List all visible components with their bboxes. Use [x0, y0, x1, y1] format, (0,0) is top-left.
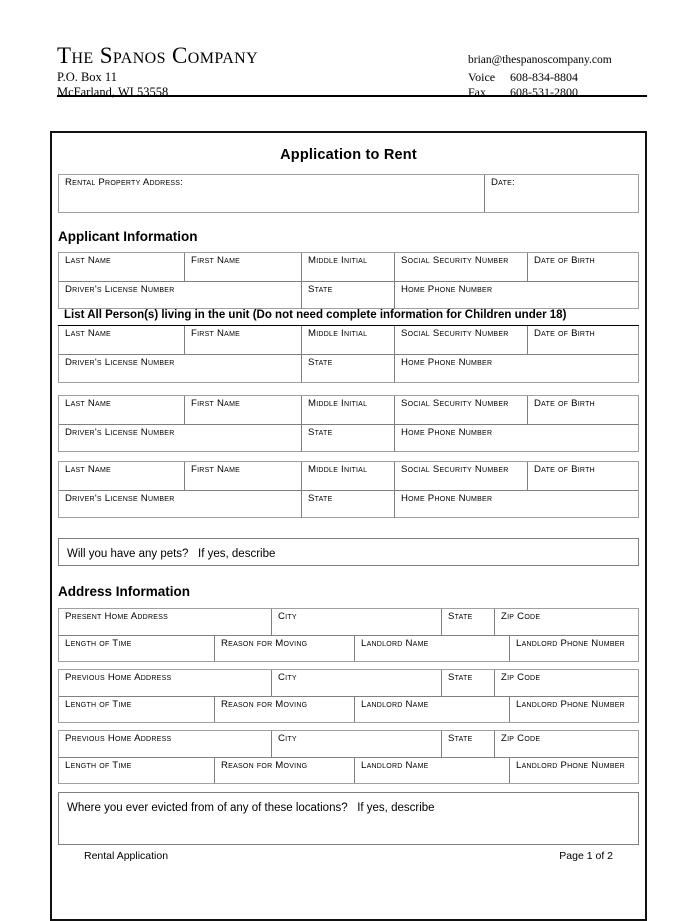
occupant-3-table: [58, 461, 639, 518]
state-field[interactable]: State: [441, 670, 494, 696]
last-name-field[interactable]: Last Name: [65, 328, 111, 339]
landlord-name-field[interactable]: Landlord Name: [354, 636, 509, 661]
reason-for-moving-field[interactable]: Reason for Moving: [214, 697, 354, 722]
social-security-number-field[interactable]: Social Security Number: [394, 326, 527, 354]
rental-property-table: [58, 174, 639, 213]
home-phone-number-field[interactable]: Home Phone Number: [394, 425, 638, 452]
rental-property-address-field[interactable]: Rental Property Address:: [65, 177, 184, 188]
first-name-field[interactable]: First Name: [184, 253, 301, 281]
home-phone-number-field[interactable]: Home Phone Number: [394, 282, 638, 309]
company-voice-row: [468, 71, 578, 83]
date-of-birth-field[interactable]: Date of Birth: [527, 253, 638, 281]
fax-label: Fax: [468, 85, 486, 99]
table-row: [59, 696, 638, 722]
city-field[interactable]: City: [271, 731, 441, 757]
last-name-field[interactable]: Last Name: [65, 255, 111, 266]
table-row: [59, 396, 638, 424]
date-of-birth-field[interactable]: Date of Birth: [527, 396, 638, 424]
date-field[interactable]: Date:: [484, 175, 638, 212]
first-name-field[interactable]: First Name: [184, 396, 301, 424]
company-address-line-1: P.O. Box 11: [57, 70, 117, 84]
occupant-2-table: [58, 395, 639, 452]
landlord-name-field[interactable]: Landlord Name: [354, 697, 509, 722]
present-address-table: [58, 608, 639, 662]
length-of-time-field[interactable]: Length of Time: [65, 699, 132, 710]
company-address-line-2: McFarland, WI 53558: [57, 85, 169, 99]
table-row: [59, 670, 638, 696]
table-row: [59, 490, 638, 518]
address-information-heading: Address Information: [58, 584, 191, 599]
length-of-time-field[interactable]: Length of Time: [65, 760, 132, 771]
zip-code-field[interactable]: Zip Code: [494, 731, 638, 757]
table-row: [59, 609, 638, 635]
social-security-number-field[interactable]: Social Security Number: [394, 462, 527, 490]
first-name-field[interactable]: First Name: [184, 462, 301, 490]
pets-question-text: Will you have any pets? If yes, describe: [67, 548, 276, 560]
letterhead: [0, 0, 696, 100]
drivers-license-number-field[interactable]: Driver's License Number: [65, 427, 175, 438]
drivers-license-number-field[interactable]: Driver's License Number: [65, 284, 175, 295]
table-row: [59, 757, 638, 783]
state-field[interactable]: State: [301, 355, 394, 382]
table-row: [59, 424, 638, 452]
previous-home-address-field[interactable]: Previous Home Address: [65, 672, 172, 683]
middle-initial-field[interactable]: Middle Initial: [301, 326, 394, 354]
table-row: [59, 635, 638, 661]
home-phone-number-field[interactable]: Home Phone Number: [394, 355, 638, 382]
company-email: brian@thespanoscompany.com: [468, 54, 612, 66]
last-name-field[interactable]: Last Name: [65, 398, 111, 409]
city-field[interactable]: City: [271, 609, 441, 635]
state-field[interactable]: State: [301, 425, 394, 452]
home-phone-number-field[interactable]: Home Phone Number: [394, 491, 638, 518]
applicant-information-heading: Applicant Information: [58, 229, 198, 244]
voice-label: Voice: [468, 70, 496, 84]
last-name-field[interactable]: Last Name: [65, 464, 111, 475]
table-row: [59, 281, 638, 309]
state-field[interactable]: State: [301, 282, 394, 309]
date-of-birth-field[interactable]: Date of Birth: [527, 462, 638, 490]
city-field[interactable]: City: [271, 670, 441, 696]
zip-code-field[interactable]: Zip Code: [494, 670, 638, 696]
landlord-name-field[interactable]: Landlord Name: [354, 758, 509, 783]
previous-address-1-table: [58, 669, 639, 723]
drivers-license-number-field[interactable]: Driver's License Number: [65, 357, 175, 368]
table-row: [59, 253, 638, 281]
eviction-question-text: Where you ever evicted from of any of these locations? If yes, describe: [67, 802, 435, 814]
table-row: [59, 731, 638, 757]
table-row: [59, 175, 638, 212]
table-row: [59, 462, 638, 490]
middle-initial-field[interactable]: Middle Initial: [301, 396, 394, 424]
present-home-address-field[interactable]: Present Home Address: [65, 611, 169, 622]
length-of-time-field[interactable]: Length of Time: [65, 638, 132, 649]
form-page-frame: [50, 131, 647, 921]
voice-number: 608-834-8804: [510, 70, 578, 84]
landlord-phone-number-field[interactable]: Landlord Phone Number: [509, 636, 638, 661]
footer-page-number: Page 1 of 2: [559, 850, 613, 862]
footer-document-name: Rental Application: [84, 850, 169, 862]
fax-number: 608-531-2800: [510, 85, 578, 99]
reason-for-moving-field[interactable]: Reason for Moving: [214, 636, 354, 661]
social-security-number-field[interactable]: Social Security Number: [394, 396, 527, 424]
social-security-number-field[interactable]: Social Security Number: [394, 253, 527, 281]
state-field[interactable]: State: [441, 731, 494, 757]
landlord-phone-number-field[interactable]: Landlord Phone Number: [509, 758, 638, 783]
applicant-person-table: [58, 252, 639, 309]
page-title: Application to Rent: [280, 147, 417, 163]
drivers-license-number-field[interactable]: Driver's License Number: [65, 493, 175, 504]
date-of-birth-field[interactable]: Date of Birth: [527, 326, 638, 354]
middle-initial-field[interactable]: Middle Initial: [301, 462, 394, 490]
middle-initial-field[interactable]: Middle Initial: [301, 253, 394, 281]
occupant-1-table: [58, 326, 639, 383]
letterhead-divider: [57, 95, 647, 97]
zip-code-field[interactable]: Zip Code: [494, 609, 638, 635]
pets-question-box[interactable]: [58, 538, 639, 566]
table-row: [59, 354, 638, 382]
table-row: [59, 326, 638, 354]
persons-banner: List All Person(s) living in the unit (Do not need complete information for Children under 18): [58, 309, 639, 326]
state-field[interactable]: State: [441, 609, 494, 635]
eviction-question-box[interactable]: [58, 792, 639, 845]
previous-home-address-field[interactable]: Previous Home Address: [65, 733, 172, 744]
previous-address-2-table: [58, 730, 639, 784]
reason-for-moving-field[interactable]: Reason for Moving: [214, 758, 354, 783]
company-name: The Spanos Company: [57, 43, 259, 68]
state-field[interactable]: State: [301, 491, 394, 518]
landlord-phone-number-field[interactable]: Landlord Phone Number: [509, 697, 638, 722]
first-name-field[interactable]: First Name: [184, 326, 301, 354]
